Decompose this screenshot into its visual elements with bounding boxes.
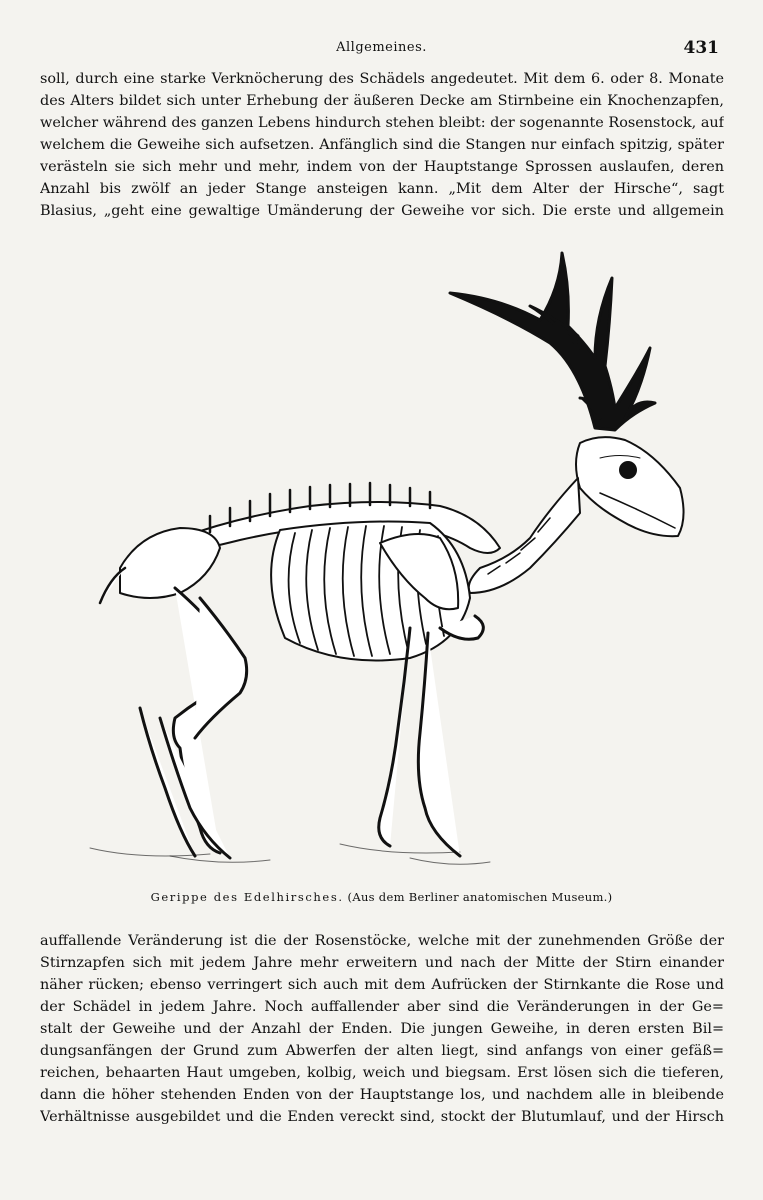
deer-skeleton-illustration [80, 248, 700, 884]
top-paragraph [40, 68, 724, 222]
text-line: Anzahl bis zwölf an jeder Stange ansteigen kann. „Mit dem Alter der Hirsche“, sagt [40, 181, 724, 197]
text-line: verästeln sie sich mehr und mehr, indem von der Hauptstange Sprossen auslaufen, deren [40, 159, 724, 175]
running-head [0, 36, 763, 60]
caption-source: (Aus dem Berliner anatomischen Museum.) [347, 890, 613, 904]
text-line: des Alters bildet sich unter Erhebung der äußeren Decke am Stirnbeine ein Knochenzapfen, [40, 93, 724, 109]
text-line: soll, durch eine starke Verknöcherung des Schädels angedeutet. Mit dem 6. oder 8. Monate [40, 71, 724, 87]
text-line: der Schädel in jedem Jahre. Noch auffallender aber sind die Veränderungen in der Ge= [40, 999, 724, 1015]
skull [576, 437, 684, 536]
text-line: näher rücken; ebenso verringert sich auch mit dem Aufrücken der Stirnkante die Rose und [40, 977, 724, 993]
caption-title: Gerippe des Edelhirsches. [150, 890, 344, 904]
text-line: dungsanfängen der Grund zum Abwerfen der alten liegt, sind anfangs von einer gefäß= [40, 1043, 724, 1059]
text-line: Verhältnisse ausgebildet und die Enden vereckt sind, stockt der Blutumlauf, und der Hirsch [40, 1109, 724, 1125]
text-line: dann die höher stehenden Enden von der Hauptstange los, und nachdem alle in bleibende [40, 1087, 724, 1103]
text-line: Blasius, „geht eine gewaltige Umänderung der Geweihe vor sich. Die erste und allgemein [40, 203, 724, 219]
text-line: reichen, behaarten Haut umgeben, kolbig, weich und biegsam. Erst lösen sich die tieferen, [40, 1065, 724, 1081]
bottom-paragraph [40, 930, 724, 1128]
page-number: 431 [683, 38, 719, 58]
pelvis [100, 528, 220, 603]
figure-caption [0, 890, 763, 904]
hind-leg [140, 588, 247, 858]
text-line: welcher während des ganzen Lebens hindurch stehen bleibt: der sogenannte Rosenstock, auf [40, 115, 724, 131]
text-line: welchem die Geweihe sich aufsetzen. Anfänglich sind die Stangen nur einfach spitzig, später [40, 137, 724, 153]
text-line: stalt der Geweihe und der Anzahl der Enden. Die jungen Geweihe, in deren ersten Bil= [40, 1021, 724, 1037]
text-line: Stirnzapfen sich mit jedem Jahre mehr erweitern und nach der Mitte der Stirn einander [40, 955, 724, 971]
antler [450, 253, 655, 430]
text-line: auffallende Veränderung ist die der Rosenstöcke, welche mit der zunehmenden Größe der [40, 933, 724, 949]
running-title: Allgemeines. [336, 40, 427, 55]
skeleton-engraving [80, 248, 700, 884]
